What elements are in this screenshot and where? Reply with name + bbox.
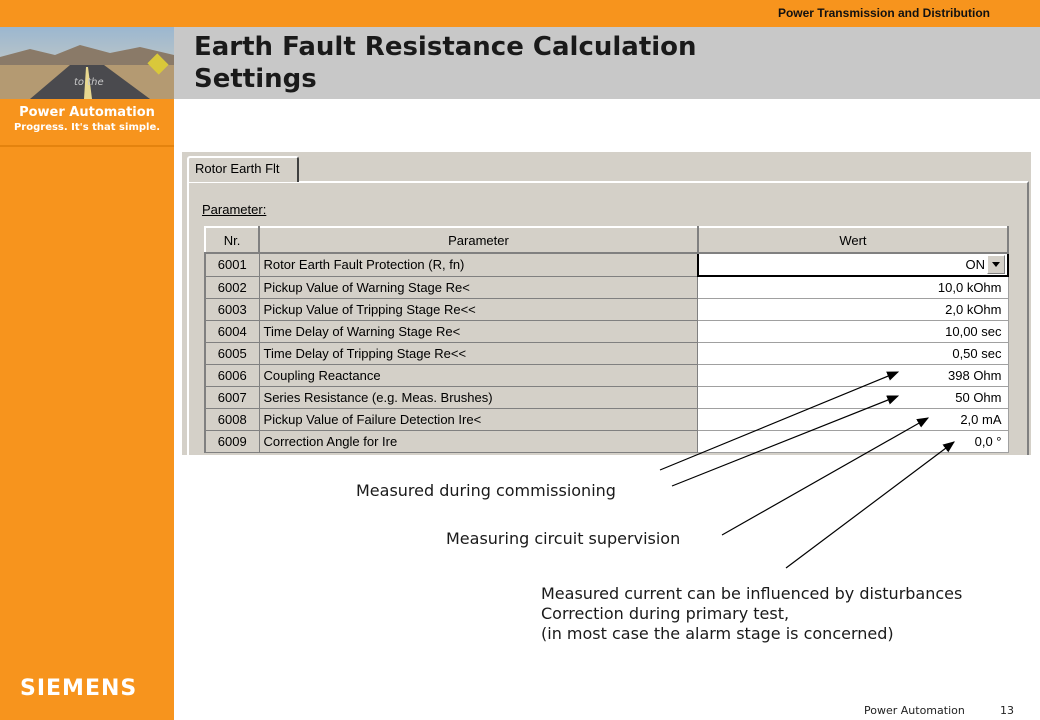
- row-number: 6005: [205, 343, 259, 365]
- division-title: Power Transmission and Distribution: [777, 6, 990, 20]
- parameter-section-text: Parameter:: [202, 202, 267, 217]
- column-header-nr[interactable]: Nr.: [205, 227, 259, 253]
- protection-mode-value: ON: [965, 257, 985, 272]
- row-number: 6003: [205, 299, 259, 321]
- page-title-line1: Earth Fault Resistance Calculation: [194, 32, 697, 62]
- brand-name: Power Automation: [19, 105, 155, 120]
- footer-label: Power Automation: [864, 704, 965, 717]
- row-number: 6008: [205, 409, 259, 431]
- tab-rotor-earth-flt[interactable]: Rotor Earth Flt: [187, 156, 299, 182]
- row-value[interactable]: 398 Ohm: [698, 365, 1008, 387]
- table-row[interactable]: [205, 387, 1008, 409]
- brand-tagline: Progress. It's that simple.: [13, 122, 161, 133]
- table-row[interactable]: [205, 343, 1008, 365]
- column-header-wert[interactable]: Wert: [698, 227, 1008, 253]
- siemens-logo: SIEMENS: [20, 676, 138, 701]
- table-row[interactable]: [205, 321, 1008, 343]
- page-title: [194, 31, 894, 95]
- row-number: 6006: [205, 365, 259, 387]
- brand-box: [0, 99, 174, 147]
- svg-text:to the: to the: [74, 77, 104, 88]
- arrow-correction-angle: [786, 442, 954, 568]
- row-value[interactable]: 10,0 kOhm: [698, 276, 1008, 299]
- row-parameter: Time Delay of Warning Stage Re<: [259, 321, 698, 343]
- row-number: 6009: [205, 431, 259, 453]
- road-photo-icon: [0, 27, 174, 99]
- parameter-table: [204, 226, 1009, 453]
- chevron-down-icon[interactable]: [987, 255, 1005, 274]
- row-parameter: Pickup Value of Failure Detection Ire<: [259, 409, 698, 431]
- protection-mode-select[interactable]: [698, 253, 1008, 276]
- annotation-disturbance: [541, 584, 962, 644]
- row-value[interactable]: 0,0 °: [698, 431, 1008, 453]
- annotation-disturbance-line3: (in most case the alarm stage is concerned): [541, 624, 894, 643]
- row-number: 6001: [205, 253, 259, 276]
- row-parameter: Pickup Value of Warning Stage Re<: [259, 276, 698, 299]
- row-number: 6004: [205, 321, 259, 343]
- table-header-row: [205, 227, 1008, 253]
- row-value[interactable]: 2,0 mA: [698, 409, 1008, 431]
- title-bar: [174, 27, 1040, 99]
- column-header-parameter[interactable]: Parameter: [259, 227, 698, 253]
- annotation-commissioning: Measured during commissioning: [356, 481, 616, 500]
- row-parameter: Pickup Value of Tripping Stage Re<<: [259, 299, 698, 321]
- page-title-line2: Settings: [194, 64, 317, 94]
- table-row[interactable]: [205, 365, 1008, 387]
- page-number: 13: [1000, 704, 1014, 717]
- row-parameter: Time Delay of Tripping Stage Re<<: [259, 343, 698, 365]
- row-parameter: Series Resistance (e.g. Meas. Brushes): [259, 387, 698, 409]
- top-bar: [0, 0, 1040, 27]
- row-value[interactable]: 0,50 sec: [698, 343, 1008, 365]
- table-row[interactable]: [205, 299, 1008, 321]
- row-parameter: Coupling Reactance: [259, 365, 698, 387]
- table-row[interactable]: [205, 253, 1008, 276]
- row-number: 6007: [205, 387, 259, 409]
- table-row[interactable]: [205, 431, 1008, 453]
- annotation-supervision: Measuring circuit supervision: [446, 529, 681, 548]
- annotation-disturbance-line1: Measured current can be influenced by disturbances: [541, 584, 963, 603]
- row-value[interactable]: 10,00 sec: [698, 321, 1008, 343]
- row-number: 6002: [205, 276, 259, 299]
- row-value[interactable]: 50 Ohm: [698, 387, 1008, 409]
- row-parameter: Rotor Earth Fault Protection (R, fn): [259, 253, 698, 276]
- table-row[interactable]: [205, 409, 1008, 431]
- parameter-section-label: [202, 202, 266, 217]
- settings-dialog: [182, 152, 1031, 455]
- row-parameter: Correction Angle for Ire: [259, 431, 698, 453]
- annotation-disturbance-line2: Correction during primary test,: [541, 604, 790, 623]
- table-row[interactable]: [205, 276, 1008, 299]
- row-value[interactable]: 2,0 kOhm: [698, 299, 1008, 321]
